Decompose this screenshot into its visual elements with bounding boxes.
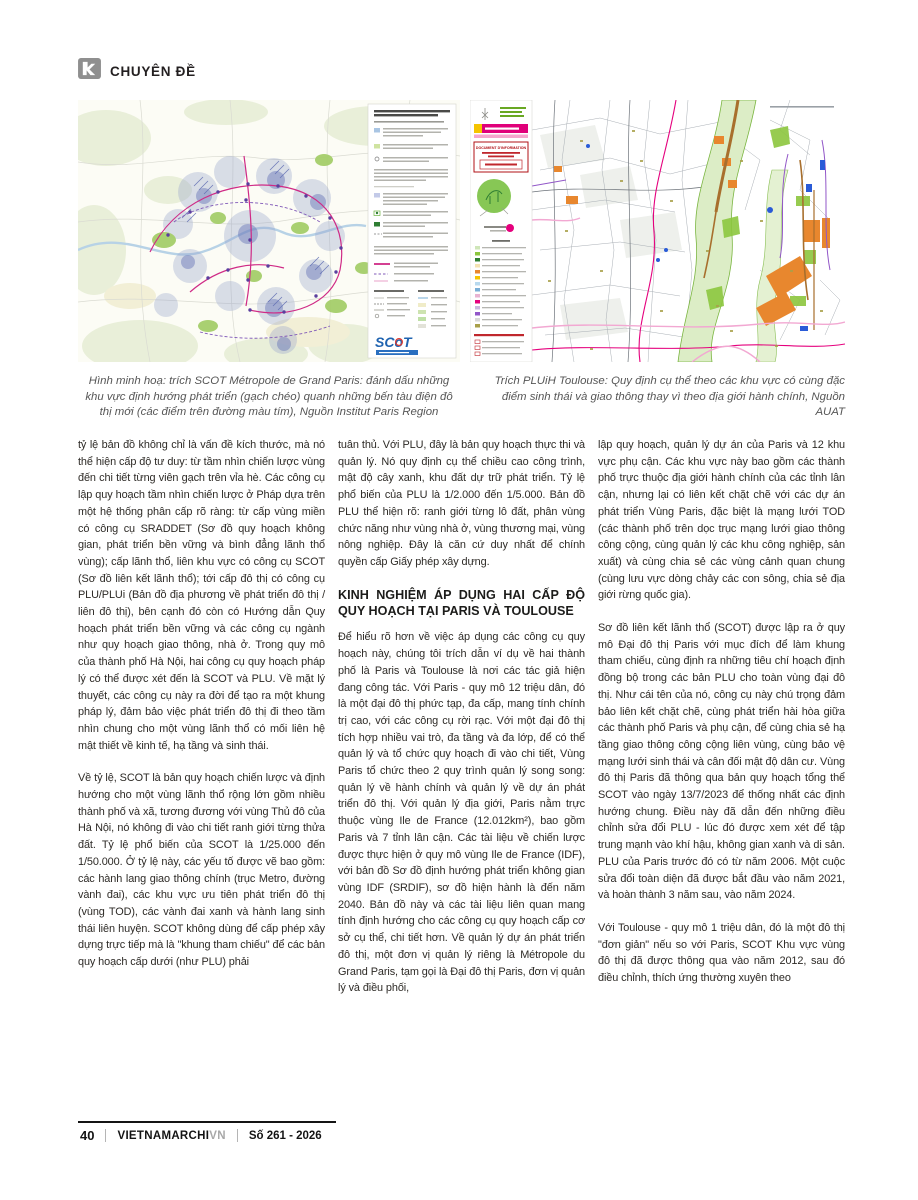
body-paragraph: tuân thủ. Với PLU, đây là bản quy hoạch thực thi và quản lý. Nó quy định cụ thể chiều cao công trình, mật độ cây xanh, khu đất dự trữ phát triển. Tỷ lệ phổ biến của PLU là 1/2.000 đến 1/5.000. Bản đồ PLU thể hiện rõ: ranh giới từng lô đất, phân vùng chức năng như vùng nhà ở, vùng thương mại, vùng nông nghiệp. Đây là căn cứ duy nhất để chính quyền cấp Giấy phép xây dựng. [338,439,585,568]
article-column-2 [338,437,585,1013]
pluih-toulouse-map-image [470,100,845,362]
body-paragraph: Sơ đồ liên kết lãnh thổ (SCOT) được lập ra ở quy mô Đại đô thị Paris với mục đích để làm khung tham chiếu, cùng định ra những tiêu chí hoạch định đồng bộ trong các bản PLU cho toàn vùng đại đô thị. Như cái tên của nó, công cụ này chú trọng đảm bảo liên kết chặt chẽ, cùng phát triển hài hòa giữa các thành phố Paris và phụ cận, để cùng chia sẻ hạ tầng giao thông công cộng liên vùng, cùng bảo vệ mạng lưới sinh thái và cân đối mật độ dân cư. Vùng đô thị Paris đã thông qua bản quy hoạch tổng thể SCOT vào ngày 13/7/2023 để thống nhất các định hướng chung. Điều này đã dẫn đến những điều chỉnh sửa đổi PLU - lúc đó được xem xét để tập trung mạnh vào khí hậu, không gian xanh và di sản. PLU của Paris trước đó có từ năm 2006. Một cuộc sửa đổi toàn diện đã được bắt đầu vào năm 2021, và hoàn thành 3 năm sau, vào năm 2024. [598,622,845,902]
scot-grand-paris-map-image [78,100,460,362]
vietnamarchi-logo-icon [78,58,101,84]
scot-logo-text: SCoT [375,334,412,350]
footer-divider [105,1129,106,1142]
footer-divider [237,1129,238,1142]
body-paragraph: lập quy hoạch, quản lý dự án của Paris và 12 khu vực phụ cận. Các khu vực này bao gồm các thành phố trực thuộc địa giới hành chính của các tỉnh lân cận, nhưng lại có liên kết chặt chẽ với các dự án phát triển Vùng Paris, đặc biệt là mạng lưới TOD (các thành phố trên dọc trục mạng lưới giao thông công cộng, cùng quản lý các khu công nghiệp, sản xuất) và cùng chia sẻ các vùng cảnh quan chung (cùng lưu vực dòng chảy các con sông, chia sẻ địa giới rừng quốc gia). [598,439,845,602]
document-information-title: DOCUMENT D'INFORMATION [475,146,527,150]
article-body [78,437,845,1013]
figure-row [78,100,845,421]
section-label: CHUYÊN ĐỀ [110,63,196,79]
footer-brand-name: VIETNAMARCHI [117,1129,210,1142]
section-heading: KINH NGHIỆM ÁP DỤNG HAI CẤP ĐỘ QUY HOẠCH TẠI PARIS VÀ TOULOUSE [338,587,585,619]
left-map-caption: Hình minh hoạ: trích SCOT Métropole de Grand Paris: đánh dấu những khu vực định hướng phát triển (gạch chéo) quanh những bến tàu điện đô thị mới (các điểm trên đường màu tím), Nguồn Institut Paris Region [85,375,453,419]
pluih-map-legend [470,100,532,362]
figure-pluih-toulouse [470,100,845,421]
body-paragraph: Với Toulouse - quy mô 1 triệu dân, đó là một đô thị "đơn giản" nếu so với Paris, SCOT Khu vực vùng đô thị đã được thông qua vào năm 2012, sau đó điều chỉnh, thích ứng thường xuyên theo [598,921,845,985]
page-number: 40 [80,1128,95,1143]
footer-brand-suffix: VN [209,1129,226,1142]
footer-strip [78,1121,336,1143]
body-paragraph: Về tỷ lệ, SCOT là bản quy hoạch chiến lược và định hướng cho một vùng lãnh thổ rộng lớn gồm nhiều thành phố và xã, tương đương với vùng Thủ đô của Hà Nội, nó không đi vào chi tiết ranh giới từng thửa đất. Tỷ lệ phổ biến của SCOT là 1/25.000 đến 1/50.000. Ở tỷ lệ này, các yếu tố được vẽ bao gồm: các hành lang giao thông chính (trục Metro, đường vành đai), các khu vực ưu tiên phát triển đô thị (vùng TOD), các vành đai xanh và hành lang sinh thái liên huyện. SCOT không dùng để cấp phép xây dựng trực tiếp mà là "khung tham chiếu" để các bản quy hoạch cấp dưới (như PLU) phải [78,772,325,969]
body-paragraph: tỷ lệ bản đồ không chỉ là vấn đề kích thước, mà nó thể hiện cấp độ tư duy: từ tầm nhìn chiến lược vùng đến chi tiết từng viên gạch trên vỉa hè. Các công cụ lập quy hoạch tầm nhìn chiến lược ở Pháp dựa trên một hệ thống phân cấp rõ ràng: từ cấp vùng miền có công cụ SRADDET (Sơ đồ quy hoạch không gian, phát triển bền vững và bình đẳng lãnh thổ vùng); cấp lãnh thổ, liên khu vực có công cụ SCOT (Sơ đồ liên kết lãnh thổ); tới cấp đô thị có công cụ PLU/PLUi (Bản đồ địa phương về phát triển đô thị / liên đô thị), bên cạnh đó còn có Hướng dẫn Quy hoạch phát triển bền vững và các công cụ ngành như quy hoạch giao thông, nhà ở. Trong quy mô của thành phố Hà Nội, hai công cụ quy hoạch pháp lý có thể được xét đến là SCOT và PLU. Về mặt lý thuyết, các công cụ này ra đời để tạo ra một khung pháp lý, đảm bảo việc phát triển đô thị đi theo tầm nhìn chung cho một vùng lãnh thổ có mối liên hệ mật thiết về kinh tế, hạ tầng và sinh thái. [78,439,325,752]
body-paragraph: Để hiểu rõ hơn về việc áp dụng các công cụ quy hoạch này, chúng tôi trích dẫn ví dụ về hai thành phố là Paris và Toulouse là nơi các tác giả hiện đang công tác. Với Paris - quy mô 12 triệu dân, đó là một đại đô thị phức tạp, đa cấp, mang tính chính trị cao, với các công cụ rời rạc. Với một đại đô thị tích hợp nhiều vai trò, đa tầng và đa lớp, để có thể quản lý và tổ chức quy hoạch đi vào chi tiết, Vùng Paris tổ chức theo 2 quy trình quản lý song song: quản lý về hành chính và quản lý về dự án phát triển đô thị. Với quản lý địa giới, Paris nằm trực thuộc vùng Ile de France (12.012km²), bao gồm Paris và 7 tỉnh lân cận. Các tài liệu về chiến lược được thực hiện ở quy mô vùng Ile de France (IDF), với bản đồ Sơ đồ định hướng phát triển không gian vùng IDF (SRDIF), sơ đồ hiện hành là đến năm 2040. Bản đồ này và các tài liệu liên quan mang tính định hướng cho các công cụ quy hoạch cấp cơ sở cụ thể, chi tiết hơn. Về quản lý dự án phát triển đô thị, một đơn vị quản lý riêng là Métropole du Grand Paris, tạm gọi là Đại đô thị Paris, đơn vị quản lý và điều phối, [338,631,585,995]
right-map-caption: Trích PLUiH Toulouse: Quy định cụ thể theo các khu vực có cùng đặc điểm sinh thái và giao thông thay vì theo địa giới hành chính, Nguồn AUAT [494,375,845,419]
scot-map-legend [368,104,456,358]
article-column-1 [78,437,325,1013]
page-footer [78,1121,336,1145]
figure-scot-grand-paris [78,100,460,421]
issue-number: Số 261 - 2026 [248,1129,322,1142]
footer-brand [117,1130,225,1142]
section-header [78,58,196,84]
article-column-3 [598,437,845,1013]
